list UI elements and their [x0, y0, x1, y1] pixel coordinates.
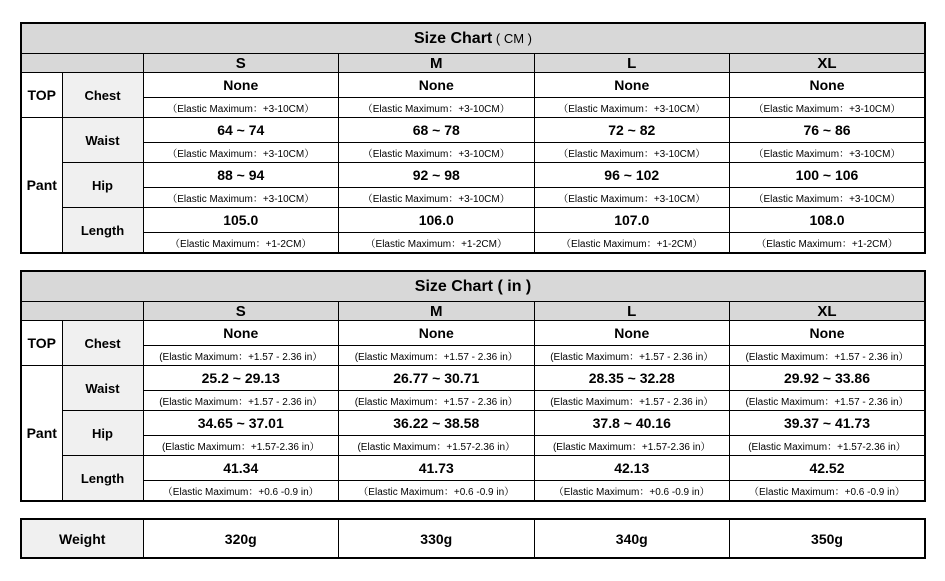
in-title-text: Size Chart: [414, 277, 494, 295]
cm-size-header: L: [534, 54, 730, 73]
in-header-blank: [21, 302, 143, 321]
cm-chest-note: （Elastic Maximum：+3-10CM）: [143, 98, 339, 118]
cm-waist-value: 68 ~ 78: [339, 118, 535, 143]
cm-chart-title: [21, 23, 925, 54]
in-waist-label: Waist: [62, 366, 143, 411]
cm-chest-value: None: [534, 73, 730, 98]
cm-length-note: （Elastic Maximum：+1-2CM）: [339, 233, 535, 254]
in-chest-note: (Elastic Maximum：+1.57 - 2.36 in）: [143, 346, 339, 366]
size-chart-in: [20, 270, 926, 502]
cm-chest-note: （Elastic Maximum：+3-10CM）: [534, 98, 730, 118]
cm-title-text: Size Chart: [414, 29, 493, 47]
weight-value: 330g: [339, 519, 535, 558]
cm-chest-note: （Elastic Maximum：+3-10CM）: [339, 98, 535, 118]
in-length-note: （Elastic Maximum：+0.6 -0.9 in）: [730, 481, 926, 502]
in-hip-note: (Elastic Maximum：+1.57-2.36 in）: [534, 436, 730, 456]
in-length-note: （Elastic Maximum：+0.6 -0.9 in）: [534, 481, 730, 502]
in-hip-note: (Elastic Maximum：+1.57-2.36 in）: [339, 436, 535, 456]
cm-unit-text: ( CM ): [495, 30, 532, 46]
cm-hip-note: （Elastic Maximum：+3-10CM）: [730, 188, 926, 208]
cm-length-value: 106.0: [339, 208, 535, 233]
in-hip-note: (Elastic Maximum：+1.57-2.36 in）: [143, 436, 339, 456]
cm-hip-value: 96 ~ 102: [534, 163, 730, 188]
in-chest-note: (Elastic Maximum：+1.57 - 2.36 in）: [339, 346, 535, 366]
in-size-header: XL: [730, 302, 926, 321]
in-hip-value: 39.37 ~ 41.73: [730, 411, 926, 436]
in-size-header: S: [143, 302, 339, 321]
cm-hip-value: 92 ~ 98: [339, 163, 535, 188]
in-chest-note: (Elastic Maximum：+1.57 - 2.36 in）: [534, 346, 730, 366]
cm-hip-value: 100 ~ 106: [730, 163, 926, 188]
cm-chest-label: Chest: [62, 73, 143, 118]
in-length-value: 41.73: [339, 456, 535, 481]
size-chart-cm: [20, 22, 926, 254]
cm-size-header: XL: [730, 54, 926, 73]
in-length-value: 42.52: [730, 456, 926, 481]
cm-length-value: 108.0: [730, 208, 926, 233]
cm-waist-value: 64 ~ 74: [143, 118, 339, 143]
in-waist-note: (Elastic Maximum：+1.57 - 2.36 in）: [730, 391, 926, 411]
in-waist-value: 29.92 ~ 33.86: [730, 366, 926, 391]
cm-pant-label: Pant: [21, 118, 62, 254]
cm-hip-note: （Elastic Maximum：+3-10CM）: [339, 188, 535, 208]
in-length-note: （Elastic Maximum：+0.6 -0.9 in）: [143, 481, 339, 502]
weight-value: 340g: [534, 519, 730, 558]
in-hip-note: (Elastic Maximum：+1.57-2.36 in）: [730, 436, 926, 456]
in-length-label: Length: [62, 456, 143, 502]
cm-hip-value: 88 ~ 94: [143, 163, 339, 188]
in-unit-text: ( in ): [497, 277, 532, 295]
in-length-value: 42.13: [534, 456, 730, 481]
in-hip-value: 36.22 ~ 38.58: [339, 411, 535, 436]
in-hip-label: Hip: [62, 411, 143, 456]
in-chest-note: (Elastic Maximum：+1.57 - 2.36 in）: [730, 346, 926, 366]
cm-waist-note: （Elastic Maximum：+3-10CM）: [730, 143, 926, 163]
in-chart-title: [21, 271, 925, 302]
weight-value: 320g: [143, 519, 339, 558]
weight-label: Weight: [21, 519, 143, 558]
cm-size-header: S: [143, 54, 339, 73]
in-waist-value: 25.2 ~ 29.13: [143, 366, 339, 391]
cm-hip-note: （Elastic Maximum：+3-10CM）: [143, 188, 339, 208]
in-waist-value: 26.77 ~ 30.71: [339, 366, 535, 391]
cm-length-value: 107.0: [534, 208, 730, 233]
cm-waist-note: （Elastic Maximum：+3-10CM）: [339, 143, 535, 163]
in-waist-note: (Elastic Maximum：+1.57 - 2.36 in）: [339, 391, 535, 411]
in-top-label: TOP: [21, 321, 62, 366]
in-waist-note: (Elastic Maximum：+1.57 - 2.36 in）: [143, 391, 339, 411]
in-chest-label: Chest: [62, 321, 143, 366]
in-chest-value: None: [143, 321, 339, 346]
cm-top-label: TOP: [21, 73, 62, 118]
in-waist-value: 28.35 ~ 32.28: [534, 366, 730, 391]
cm-waist-value: 76 ~ 86: [730, 118, 926, 143]
cm-waist-label: Waist: [62, 118, 143, 163]
in-chest-value: None: [339, 321, 535, 346]
in-hip-value: 37.8 ~ 40.16: [534, 411, 730, 436]
cm-length-note: （Elastic Maximum：+1-2CM）: [143, 233, 339, 254]
in-pant-label: Pant: [21, 366, 62, 502]
cm-hip-note: （Elastic Maximum：+3-10CM）: [534, 188, 730, 208]
cm-waist-note: （Elastic Maximum：+3-10CM）: [143, 143, 339, 163]
cm-length-note: （Elastic Maximum：+1-2CM）: [730, 233, 926, 254]
cm-length-note: （Elastic Maximum：+1-2CM）: [534, 233, 730, 254]
in-size-header: M: [339, 302, 535, 321]
in-length-value: 41.34: [143, 456, 339, 481]
cm-size-header: M: [339, 54, 535, 73]
in-waist-note: (Elastic Maximum：+1.57 - 2.36 in）: [534, 391, 730, 411]
cm-chest-value: None: [730, 73, 926, 98]
cm-waist-note: （Elastic Maximum：+3-10CM）: [534, 143, 730, 163]
in-chest-value: None: [730, 321, 926, 346]
cm-length-value: 105.0: [143, 208, 339, 233]
weight-table: [20, 518, 926, 559]
cm-hip-label: Hip: [62, 163, 143, 208]
cm-chest-value: None: [339, 73, 535, 98]
in-chest-value: None: [534, 321, 730, 346]
in-size-header: L: [534, 302, 730, 321]
in-hip-value: 34.65 ~ 37.01: [143, 411, 339, 436]
cm-waist-value: 72 ~ 82: [534, 118, 730, 143]
weight-value: 350g: [730, 519, 926, 558]
cm-length-label: Length: [62, 208, 143, 254]
cm-header-blank: [21, 54, 143, 73]
cm-chest-note: （Elastic Maximum：+3-10CM）: [730, 98, 926, 118]
in-length-note: （Elastic Maximum：+0.6 -0.9 in）: [339, 481, 535, 502]
cm-chest-value: None: [143, 73, 339, 98]
